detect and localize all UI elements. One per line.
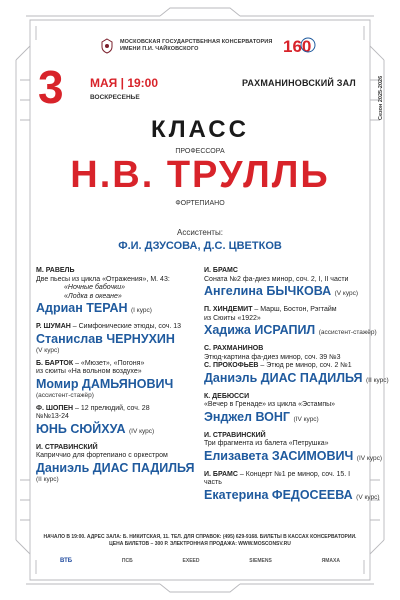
composer: И. СТРАВИНСКИЙ <box>204 431 266 439</box>
work: – «Мюзет», «Погоня» <box>73 359 145 367</box>
program-left-column <box>36 267 194 489</box>
conservatory-header <box>100 38 300 54</box>
work: Этюд-картина фа-диез минор, соч. 39 №3 <box>204 353 341 361</box>
performer: Энджел ВОНГ (IV курс) <box>204 409 319 424</box>
course: (ассистент-стажёр) <box>318 329 377 336</box>
event-weekday: ВОСКРЕСЕНЬЕ <box>90 94 140 101</box>
course: (IV курс) <box>128 427 155 435</box>
work: – Концерт №1 ре минор, соч. 15. I часть <box>204 470 351 486</box>
program-item <box>204 267 366 301</box>
season-label: Сезон 2025-2026 <box>378 75 384 120</box>
program-item <box>36 405 194 439</box>
course: (I курс) <box>131 307 152 314</box>
event-month-time: МАЯ | 19:00 <box>90 76 159 90</box>
sponsor-logo: ВТБ <box>60 558 73 564</box>
performer: Елизавета ЗАСИМОВИЧ (IV курс) <box>204 448 383 463</box>
work: из Сюиты «1922» <box>204 314 261 322</box>
composer: К. ДЕБЮССИ <box>204 392 250 400</box>
performer: Даниэль ДИАС ПАДИЛЬЯ <box>36 460 195 475</box>
course: (V курс) <box>334 290 359 297</box>
work: Две пьесы из цикла «Отражения», М. 43: <box>36 275 170 283</box>
work: №№13-24 <box>36 413 69 420</box>
work: Соната №2 фа-диез минор, соч. 2, I, II части <box>204 275 349 283</box>
assistants-names: Ф.И. ДЗУСОВА, Д.С. ЦВЕТКОВ <box>118 240 282 252</box>
performer: ЮНЬ СЮЙХУА (IV курс) <box>36 421 155 436</box>
instrument-label: ФОРТЕПИАНО <box>175 200 225 207</box>
course: (ассистент-стажёр) <box>36 391 94 399</box>
composer: Ф. ШОПЕН <box>36 404 74 412</box>
program-item <box>36 360 194 400</box>
performer: Адриан ТЕРАН (I курс) <box>36 301 152 315</box>
work: – Марш, Бостон, Рэгтайм <box>252 306 337 313</box>
course: (V курс) <box>356 493 380 501</box>
program-item <box>36 444 194 484</box>
course: (IV курс) <box>356 454 383 462</box>
composer: Б. БАРТОК <box>36 359 74 367</box>
teacher-name: Н.В. ТРУЛЛЬ <box>70 154 330 196</box>
composer: И. БРАМС <box>204 470 238 478</box>
conservatory-crest-icon <box>100 38 114 54</box>
composer: И. СТРАВИНСКИЙ <box>36 443 98 451</box>
program-item <box>204 431 383 466</box>
sponsor-logo: ПСБ <box>121 558 133 564</box>
footer-line1: НАЧАЛО В 19:00. АДРЕС ЗАЛА: Б. НИКИТСКАЯ, 11. ТЕЛ. ДЛЯ СПРАВОК: (495) 629-9168. БИЛЕТЫ В КАССАХ КОНСЕРВАТОРИИ. <box>43 534 357 540</box>
program-item <box>36 267 194 318</box>
composer: П. ХИНДЕМИТ <box>204 306 253 313</box>
performer: Станислав ЧЕРНУХИН <box>36 331 175 346</box>
program-item <box>204 393 366 427</box>
footer-info <box>0 534 400 548</box>
conservatory-name <box>120 39 272 53</box>
composer: М. РАВЕЛЬ <box>36 267 75 274</box>
anniversary-number: 160 <box>283 37 312 56</box>
work: – Симфонические этюды, соч. 13 <box>70 323 182 330</box>
performer: Хадижа ИСРАПИЛ (ассистент-стажёр) <box>204 323 377 337</box>
performer: Ангелина БЫЧКОВА (V курс) <box>204 284 359 298</box>
program-right-column <box>204 267 389 510</box>
klass-heading: КЛАСС <box>151 116 249 143</box>
course: (V курс) <box>36 346 60 354</box>
performer: Момир ДАМЬЯНОВИЧ <box>36 376 174 391</box>
event-day-number: 3 <box>38 61 64 113</box>
conservatory-line2: ИМЕНИ П.И. ЧАЙКОВСКОГО <box>120 46 199 52</box>
assistants-label: Ассистенты: <box>177 228 223 237</box>
sponsor-logo: ЯМАХА <box>321 558 340 564</box>
anniversary-160-logo <box>282 33 316 57</box>
composer: Р. ШУМАН <box>36 323 71 330</box>
program-item <box>204 345 389 388</box>
work: – 12 прелюдий, соч. 28 <box>73 404 150 412</box>
composer: С. РАХМАНИНОВ <box>204 345 264 352</box>
composer: С. ПРОКОФЬЕВ <box>204 362 259 369</box>
course: (IV курс) <box>293 415 319 423</box>
conservatory-line1: МОСКОВСКАЯ ГОСУДАРСТВЕННАЯ КОНСЕРВАТОРИЯ <box>120 39 273 45</box>
work: Каприччио для фортепиано с оркестром <box>36 452 168 459</box>
professor-label: ПРОФЕССОРА <box>175 148 225 155</box>
work: из сюиты «На вольном воздухе» <box>36 368 142 375</box>
work: «Вечер в Гренаде» из цикла «Эстампы» <box>204 401 336 408</box>
hall-name: РАХМАНИНОВСКИЙ ЗАЛ <box>242 78 356 88</box>
program-item <box>204 470 380 505</box>
sponsor-logos <box>60 558 340 564</box>
composer: И. БРАМС <box>204 267 238 274</box>
program-item <box>36 323 194 355</box>
program-item <box>204 306 377 340</box>
performer: Екатерина ФЕДОСЕЕВА (V курс) <box>204 487 380 502</box>
work-part: «Ночные бабочки» <box>64 284 126 291</box>
sponsor-logo: SIEMENS <box>249 558 272 564</box>
work: Три фрагмента из балета «Петрушка» <box>204 440 329 447</box>
work: – Этюд ре минор, соч. 2 №1 <box>258 362 352 369</box>
sponsor-logo: EXEED <box>182 558 200 564</box>
footer-line2: ЦЕНА БИЛЕТОВ – 300 Р. ЭЛЕКТРОННАЯ ПРОДАЖА: WWW.MOSCONSV.RU <box>109 541 291 547</box>
performer: Даниэль ДИАС ПАДИЛЬЯ (II курс) <box>204 370 389 385</box>
work-part: «Лодка в океане» <box>64 292 122 300</box>
course: (II курс) <box>366 376 389 384</box>
course: (II курс) <box>36 475 59 483</box>
